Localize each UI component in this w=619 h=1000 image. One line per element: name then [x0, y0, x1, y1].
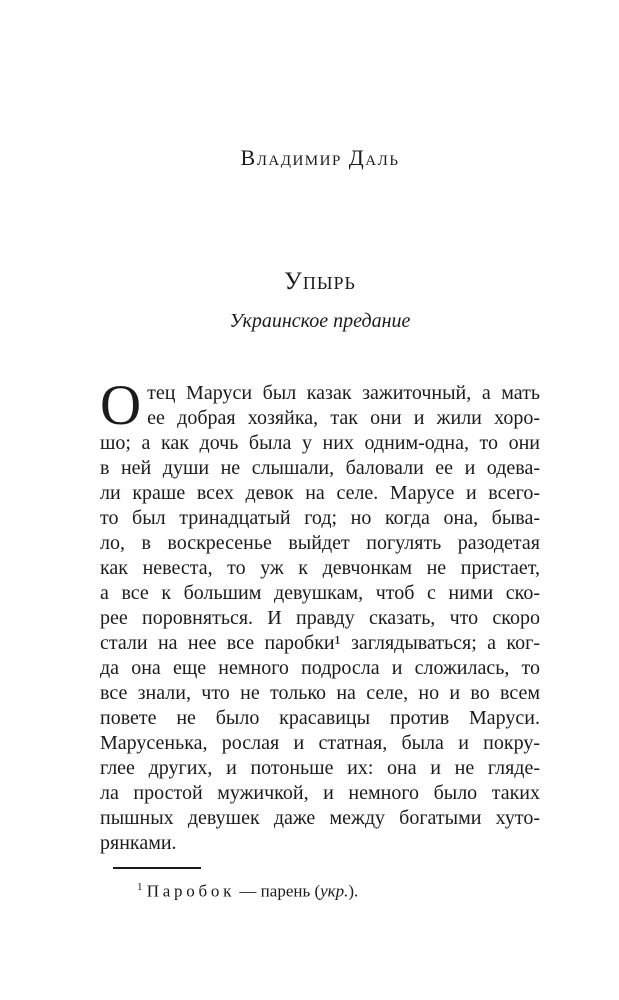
story-subtitle: Украинское предание	[229, 310, 411, 332]
text-line: глее других, и потоньше их: она и не гляде-	[100, 757, 540, 779]
text-line: да она еще немного подросла и сложилась, то	[100, 657, 540, 679]
text-line: пышных девушек даже между богатыми хуто-	[100, 807, 540, 829]
text-line: ло, в воскресенье выйдет погулять разодетая	[100, 532, 540, 554]
text-line: рее поровняться. И правду сказать, что скоро	[100, 607, 540, 629]
text-line: тец Маруси был казак зажиточный, а мать	[147, 382, 540, 404]
text-line: ее добрая хозяйка, так они и жили хоро-	[147, 407, 540, 429]
footnote-term: Паробок	[146, 881, 236, 901]
text-line: а все к большим девушкам, чтоб с ними ско-	[100, 582, 540, 604]
footnote-marker: 1	[137, 881, 143, 893]
page-content	[100, 0, 540, 902]
footnote-mid: — парень (	[235, 881, 321, 901]
footnote-language-label: укр.	[320, 881, 349, 901]
text-line: то был тринадцатый год; но когда она, быва-	[100, 507, 540, 529]
paragraph	[100, 374, 540, 856]
footnote-section	[100, 867, 540, 902]
text-line: все знали, что не только на селе, но и во всем	[100, 682, 540, 704]
text-line: ла простой мужичкой, и немного было таких	[100, 782, 540, 804]
drop-cap: О	[100, 374, 142, 437]
story-title: Упырь	[284, 268, 356, 295]
text-line: Марусенька, рослая и статная, была и покру-	[100, 732, 540, 754]
text-line: стали на нее все паробки¹ заглядываться; а ког-	[100, 632, 540, 654]
text-line: в ней души не слышали, баловали ее и одева-	[100, 457, 540, 479]
text-line: ли краше всех девок на селе. Марусе и всего-	[100, 482, 540, 504]
text-line: повете не было красавицы против Маруси.	[100, 707, 540, 729]
text-line: как невеста, то уж к девчонкам не пристает,	[100, 557, 540, 579]
footnote-end: ).	[348, 881, 359, 901]
author-heading: Владимир Даль	[240, 145, 400, 170]
text-line: рянками.	[100, 832, 177, 854]
text-line: шо; а как дочь была у них одним-одна, то они	[100, 432, 540, 454]
footnote-divider	[113, 867, 201, 869]
footnote-text	[100, 877, 540, 902]
story-body	[100, 374, 540, 856]
